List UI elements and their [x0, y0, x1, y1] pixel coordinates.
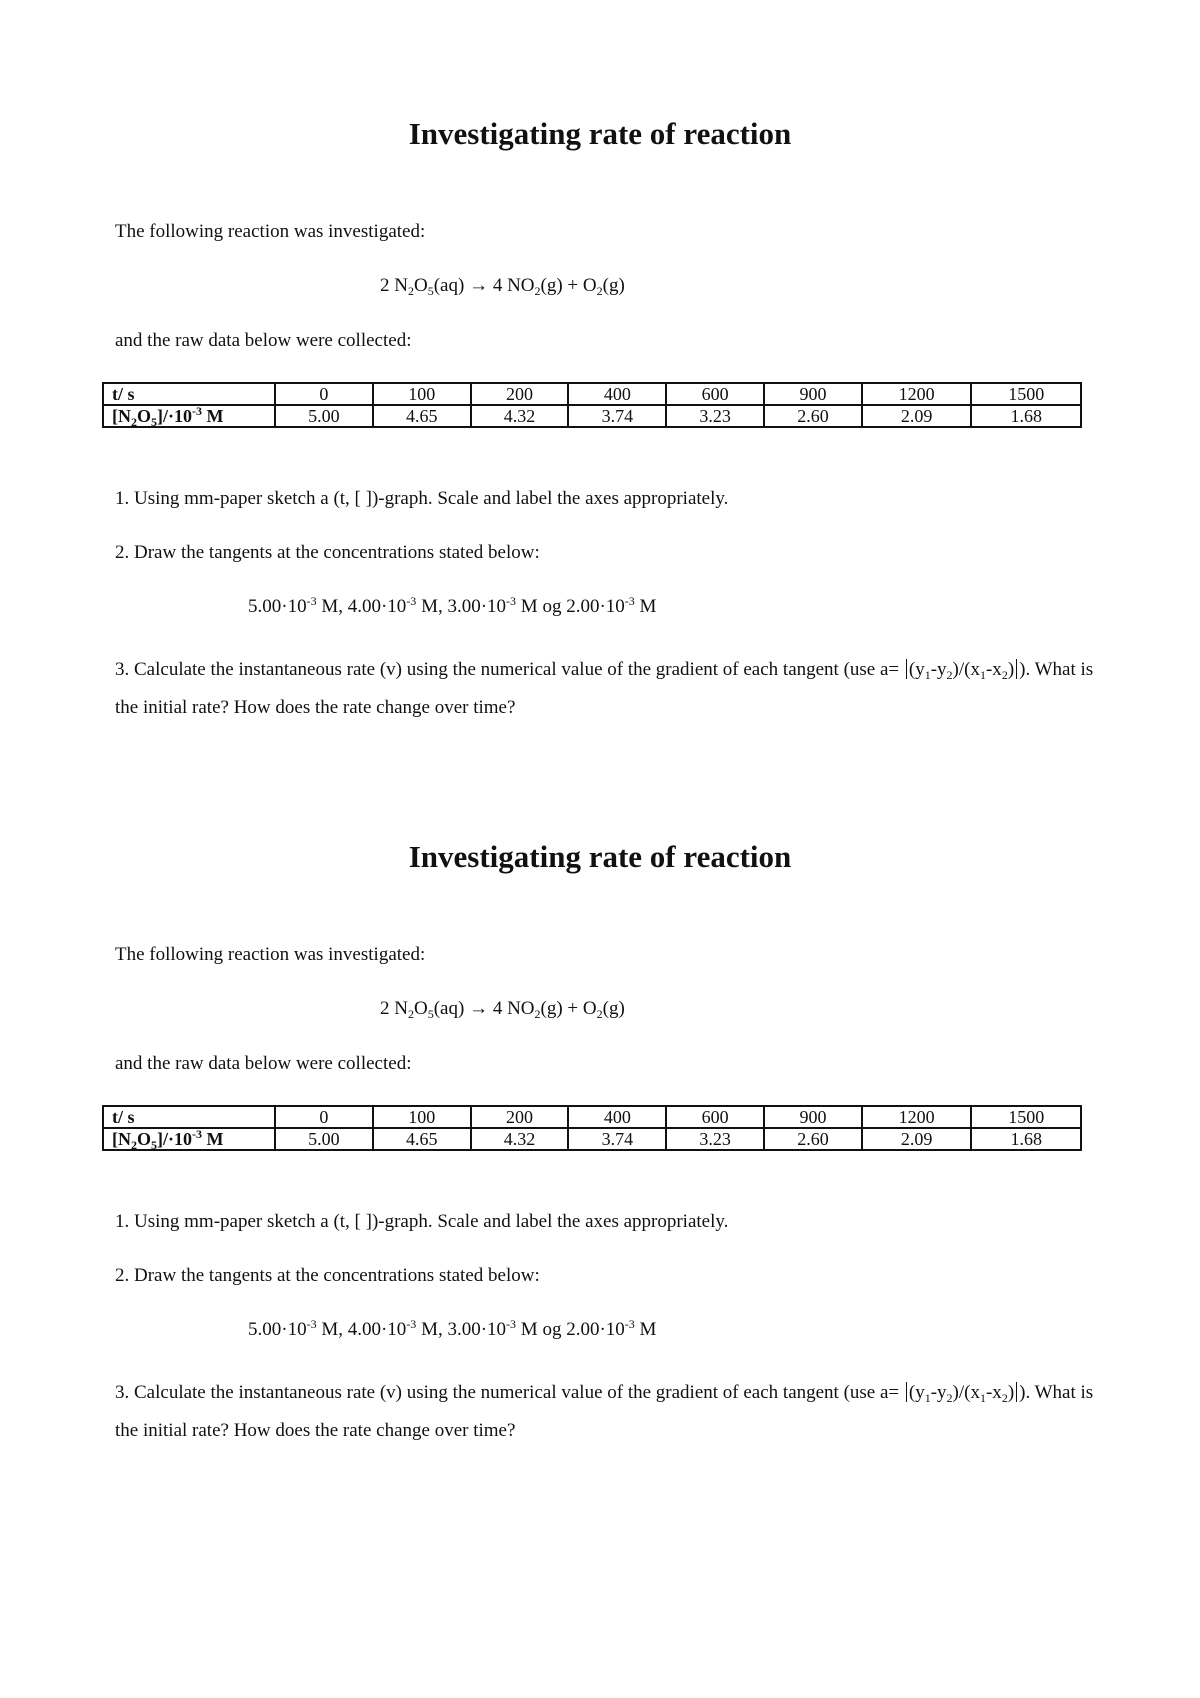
table-cell: 1200	[862, 383, 972, 405]
reaction-equation: 2 $N_2O_5(aq) \to 4$ $NO_2(g) + O_2(g)$	[380, 275, 625, 298]
question-2: 2. Draw the tangents at the concentrations stated below:	[115, 542, 540, 563]
table-cell: 1200	[862, 1106, 972, 1128]
table-cell: 4.65	[373, 1128, 471, 1150]
table-cell: 0	[275, 383, 373, 405]
raw-data-intro: and the raw data below were collected:	[115, 1053, 412, 1074]
table-cell: 5.00	[275, 405, 373, 427]
worksheet-copy-1	[0, 0, 1200, 720]
table-cell: 200	[471, 1106, 569, 1128]
table-cell: 1.68	[971, 1128, 1081, 1150]
table-cell: 400	[568, 1106, 666, 1128]
table-cell: 4.32	[471, 405, 569, 427]
time-row-label: t/ s	[103, 383, 275, 405]
question-3: 3. Calculate the instantaneous rate (v) using the numerical value of the gradient of each tangent (use $a= (y_1-y_2)/(x_1-x_2)$ ). What is the initial rate? How does the rate change over time?	[115, 1382, 1094, 1441]
data-table	[102, 1105, 1082, 1151]
table-cell: 2.60	[764, 1128, 862, 1150]
table-cell: 1500	[971, 1106, 1081, 1128]
concentration-row-label: $[N_2O_5]/\cdot 10^{-3}$ M	[103, 405, 275, 427]
question-1: 1. Using mm-paper sketch a (t, [ ])-graph. Scale and label the axes appropriately.	[115, 1211, 729, 1232]
table-cell: 100	[373, 1106, 471, 1128]
table-row	[103, 1106, 1081, 1128]
table-cell: 2.09	[862, 1128, 972, 1150]
concentration-row-label: $[N_2O_5]/\cdot 10^{-3}$ M	[103, 1128, 275, 1150]
table-cell: 5.00	[275, 1128, 373, 1150]
tangent-concentrations: $5.00\cdot 10^{-3}$ M, $4.00\cdot 10^{-3}$ M, $3.00\cdot 10^{-3}$ M og $2.00\cdot 10^{-3}$ M	[248, 594, 657, 617]
raw-data-intro: and the raw data below were collected:	[115, 330, 412, 351]
absolute-value-bar	[906, 659, 907, 679]
time-row-label: t/ s	[103, 1106, 275, 1128]
table-cell: 4.65	[373, 405, 471, 427]
table-cell: 900	[764, 1106, 862, 1128]
question-2: 2. Draw the tangents at the concentrations stated below:	[115, 1265, 540, 1286]
table-cell: 900	[764, 383, 862, 405]
table-cell: 2.09	[862, 405, 972, 427]
table-row	[103, 405, 1081, 427]
question-1: 1. Using mm-paper sketch a (t, [ ])-graph. Scale and label the axes appropriately.	[115, 488, 729, 509]
data-table	[102, 382, 1082, 428]
table-cell: 1500	[971, 383, 1081, 405]
page-title: Investigating rate of reaction	[408, 839, 792, 874]
table-cell: 0	[275, 1106, 373, 1128]
table-cell: 4.32	[471, 1128, 569, 1150]
table-cell: 600	[666, 383, 764, 405]
table-cell: 3.74	[568, 1128, 666, 1150]
reaction-equation: 2 $N_2O_5(aq) \to 4$ $NO_2(g) + O_2(g)$	[380, 998, 625, 1021]
page-title: Investigating rate of reaction	[408, 116, 792, 151]
table-cell: 3.23	[666, 405, 764, 427]
intro-text: The following reaction was investigated:	[115, 944, 426, 965]
table-cell: 200	[471, 383, 569, 405]
table-cell: 100	[373, 383, 471, 405]
intro-text: The following reaction was investigated:	[115, 221, 426, 242]
table-cell: 2.60	[764, 405, 862, 427]
tangent-concentrations: $5.00\cdot 10^{-3}$ M, $4.00\cdot 10^{-3}$ M, $3.00\cdot 10^{-3}$ M og $2.00\cdot 10^{-3}$ M	[248, 1317, 657, 1340]
question-3: 3. Calculate the instantaneous rate (v) using the numerical value of the gradient of each tangent (use $a= (y_1-y_2)/(x_1-x_2)$ ). What is the initial rate? How does the rate change over time?	[115, 659, 1094, 718]
table-row	[103, 1128, 1081, 1150]
table-cell: 1.68	[971, 405, 1081, 427]
table-row	[103, 383, 1081, 405]
table-cell: 3.23	[666, 1128, 764, 1150]
table-cell: 400	[568, 383, 666, 405]
worksheet-copy-2	[0, 723, 1200, 1443]
table-cell: 600	[666, 1106, 764, 1128]
absolute-value-bar	[906, 1382, 907, 1402]
absolute-value-bar	[1016, 659, 1017, 679]
table-cell: 3.74	[568, 405, 666, 427]
absolute-value-bar	[1016, 1382, 1017, 1402]
